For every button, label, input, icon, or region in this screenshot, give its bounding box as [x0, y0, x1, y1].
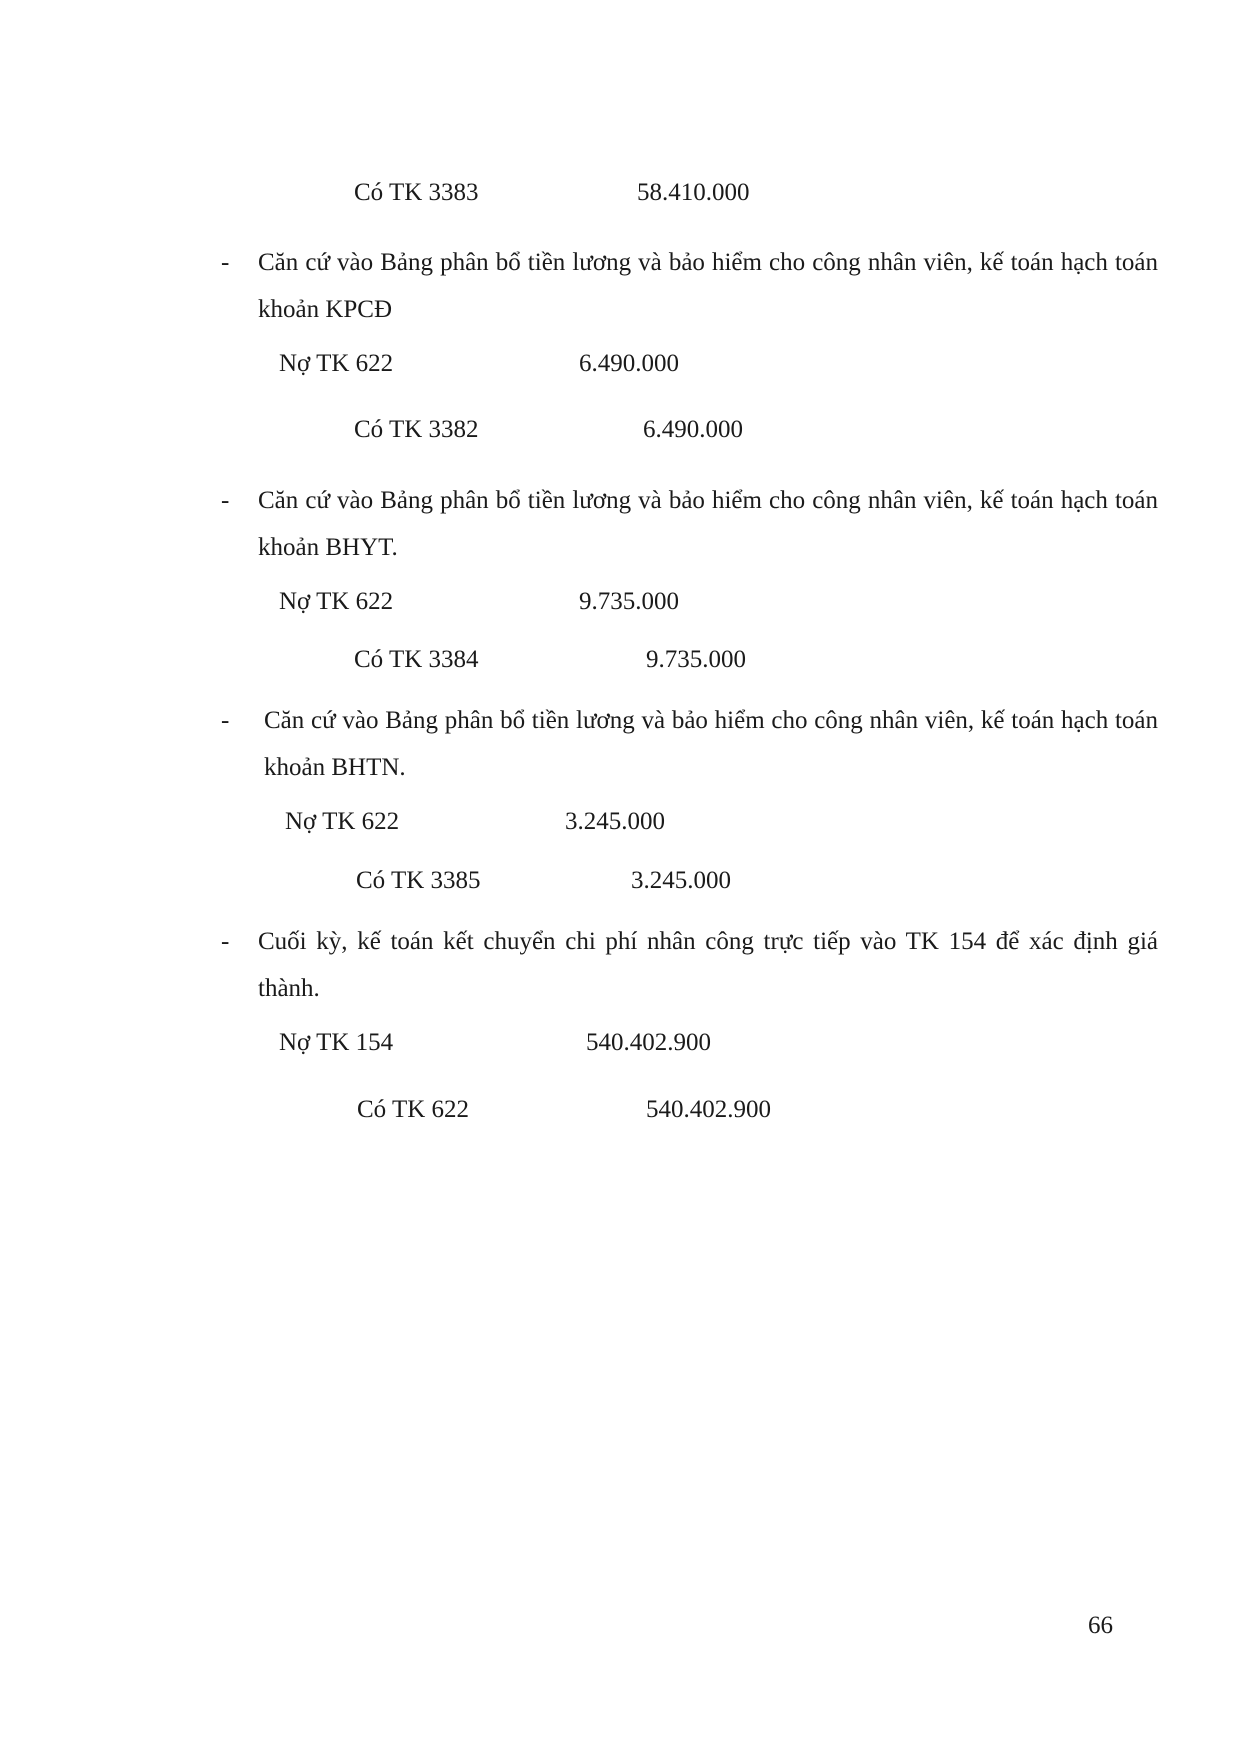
- debit-account: Nợ TK 622: [285, 808, 400, 835]
- entry-description: Căn cứ vào Bảng phân bổ tiền lương và bảo hiểm cho công nhân viên, kế toán hạch toán khoản KPCĐ: [258, 249, 1158, 323]
- credit-amount: 6.490.000: [643, 416, 743, 443]
- debit-amount: 6.490.000: [579, 350, 679, 377]
- credit-account: Có TK 3385: [356, 867, 481, 894]
- entry-description: Căn cứ vào Bảng phân bổ tiền lương và bảo hiểm cho công nhân viên, kế toán hạch toán khoản BHYT.: [258, 487, 1158, 561]
- bullet-dash: -: [221, 487, 230, 514]
- debit-account: Nợ TK 154: [279, 1029, 394, 1056]
- bullet-dash: -: [221, 249, 230, 276]
- credit-amount: 9.735.000: [646, 646, 746, 673]
- bullet-dash: -: [221, 707, 230, 734]
- bullet-dash: -: [221, 928, 230, 955]
- entry-description: Căn cứ vào Bảng phân bổ tiền lương và bảo hiểm cho công nhân viên, kế toán hạch toán khoản BHTN.: [264, 707, 1158, 781]
- credit-amount: 540.402.900: [646, 1096, 771, 1123]
- page-number: 66: [1088, 1612, 1113, 1639]
- debit-amount: 3.245.000: [565, 808, 665, 835]
- credit-amount: 3.245.000: [631, 867, 731, 894]
- credit-account: Có TK 3383: [354, 179, 479, 206]
- credit-amount: 58.410.000: [637, 179, 750, 206]
- entry-description: Cuối kỳ, kế toán kết chuyển chi phí nhân công trực tiếp vào TK 154 để xác định giá thành.: [258, 928, 1158, 1002]
- credit-account: Có TK 3382: [354, 416, 479, 443]
- debit-amount: 9.735.000: [579, 588, 679, 615]
- debit-account: Nợ TK 622: [279, 350, 394, 377]
- debit-amount: 540.402.900: [586, 1029, 711, 1056]
- credit-account: Có TK 622: [357, 1096, 470, 1123]
- credit-account: Có TK 3384: [354, 646, 479, 673]
- debit-account: Nợ TK 622: [279, 588, 394, 615]
